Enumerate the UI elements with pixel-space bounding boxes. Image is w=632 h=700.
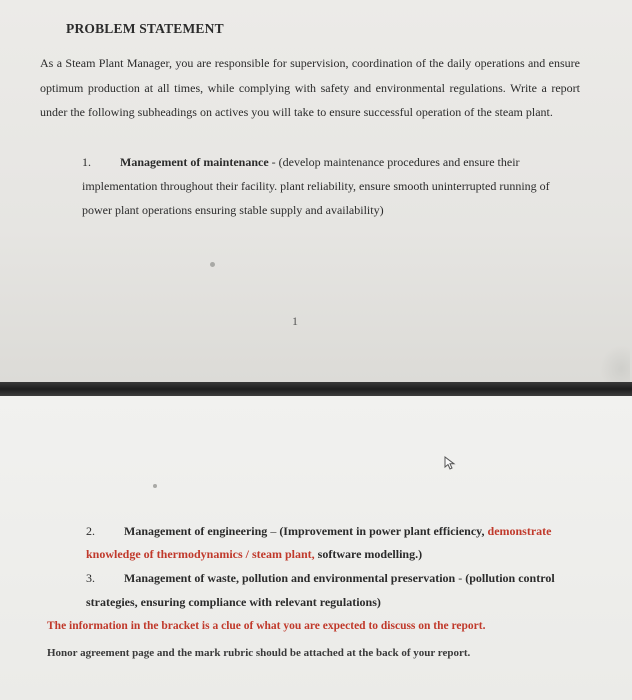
scan-dot: [210, 262, 215, 267]
item-number: 1.: [82, 155, 91, 169]
item-number: 3.: [86, 571, 95, 585]
honor-note: Honor agreement page and the mark rubric should be attached at the back of your report.: [47, 647, 471, 659]
item-detail-start: (Improvement in power plant efficiency,: [279, 524, 488, 538]
item-detail: (develop maintenance procedures and ensure their implementation throughout their facility. plant reliability, ensure smooth uninterrupted running of power plant operations ensuring stable supply and availability): [82, 155, 550, 217]
mouse-pointer-icon: [444, 456, 456, 470]
page-edge-shadow: [600, 345, 630, 385]
item-detail-end: software modelling.): [314, 547, 423, 561]
list-item-maintenance: [82, 150, 580, 222]
item-dash: –: [267, 524, 280, 538]
item-detail: (pollution control strategies, ensuring compliance with relevant regulations): [86, 571, 555, 609]
list-item-waste: [86, 566, 586, 614]
item-heading: Management of engineering: [124, 524, 268, 538]
intro-paragraph: As a Steam Plant Manager, you are responsible for supervision, coordination of the daily operations and ensure optimum production at all times, while complying with safety and environmental regulations. Write a report under the following subheadings on actives you will take to ensure successful operation of the steam plant.: [40, 56, 580, 119]
item-heading: Management of maintenance: [120, 155, 269, 169]
page-number: 1: [292, 314, 298, 328]
item-dash: -: [268, 155, 279, 169]
list-item-engineering: [86, 520, 586, 566]
scan-dot: [153, 484, 157, 488]
clue-note: The information in the bracket is a clue of what you are expected to discuss on the report.: [47, 620, 486, 632]
problem-statement-title: PROBLEM STATEMENT: [66, 21, 224, 36]
item-heading: Management of waste, pollution and environmental preservation: [124, 571, 456, 585]
page-separator: [0, 382, 632, 396]
item-number: 2.: [86, 524, 95, 538]
item-dash: -: [455, 571, 466, 585]
item-detail-highlight: demonstrate knowledge of thermodynamics / steam plant,: [86, 524, 552, 561]
